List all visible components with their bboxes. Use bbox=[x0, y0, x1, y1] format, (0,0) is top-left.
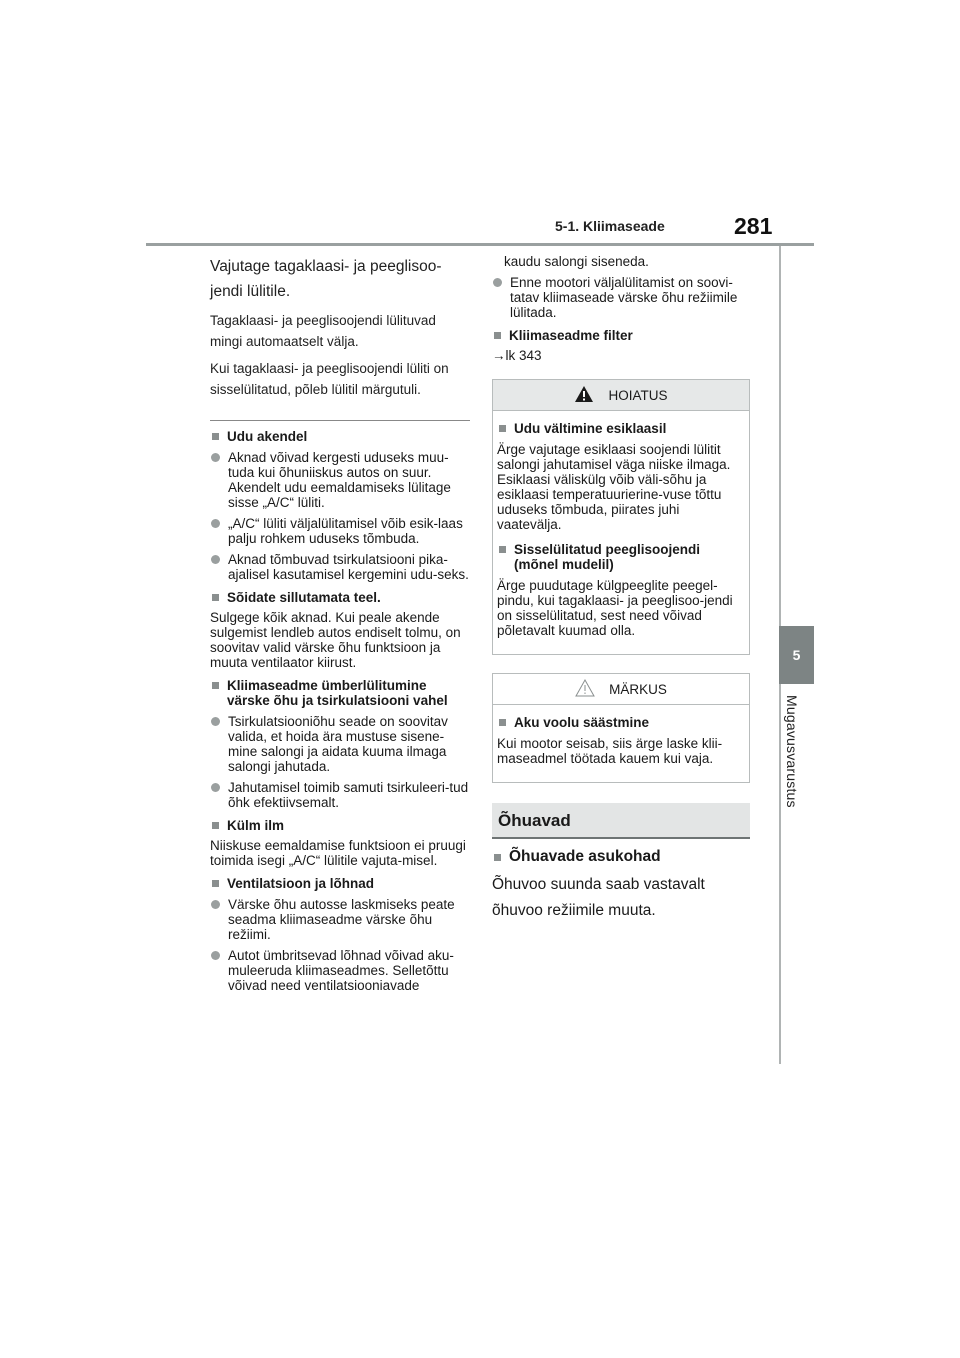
chapter-tab-label: Mugavusvarustus bbox=[784, 695, 800, 808]
warning-subheading: Sisselülitatud peeglisoojendi (mõnel mudelil) bbox=[497, 542, 745, 572]
square-bullet-icon bbox=[212, 594, 219, 601]
paragraph: Niiskuse eemaldamise funktsioon ei pruugi toimida isegi „A/C“ lülitile vajuta-misel. bbox=[210, 838, 466, 868]
subheading-recirculation: Kliimaseadme ümberlülitumine värske õhu ja tsirkulatsiooni vahel bbox=[210, 678, 470, 708]
square-bullet-icon bbox=[212, 682, 219, 689]
subheading-cold-weather: Külm ilm bbox=[210, 818, 470, 833]
square-bullet-icon bbox=[212, 822, 219, 829]
round-bullet-icon bbox=[211, 900, 220, 909]
warning-box bbox=[492, 379, 750, 655]
notice-subheading: Aku voolu säästmine bbox=[497, 715, 745, 730]
subheading-filter: Kliimaseadme filter bbox=[492, 328, 750, 343]
notice-text: Kui mootor seisab, siis ärge laske klii-maseadmel töötada kauem kui vaja. bbox=[497, 736, 723, 766]
warning-header: HOIATUS bbox=[493, 380, 749, 411]
round-bullet-icon bbox=[493, 278, 502, 287]
instruction-lead: Vajutage tagaklaasi- ja peeglisoo-jendi lülitile. bbox=[210, 258, 442, 300]
warning-body bbox=[493, 411, 749, 654]
list-item: Jahutamisel toimib samuti tsirkuleeri-tud õhk efektiivsemalt. bbox=[210, 780, 470, 810]
side-rule-bottom bbox=[779, 684, 781, 1064]
paragraph: Sulgege kõik aknad. Kui peale akende sulgemist lendleb autos endiselt tolmu, on soovitav valid värske õhu funktsioon ja muuta ventilaator kiirust. bbox=[210, 610, 461, 670]
left-column bbox=[210, 254, 470, 997]
list-item: „A/C“ lüliti väljalülitamisel võib esik-laas palju rohkem uduseks tõmbuda. bbox=[210, 516, 470, 546]
square-bullet-icon bbox=[494, 332, 501, 339]
round-bullet-icon bbox=[211, 519, 220, 528]
right-column bbox=[492, 254, 750, 924]
list-item: Autot ümbritsevad lõhnad võivad aku-muleeruda kliimaseadmes. Selletõttu võivad need ventilatsiooniavade bbox=[210, 948, 470, 993]
vents-description: Õhuvoo suunda saab vastavalt õhuvoo režiimile muuta. bbox=[492, 876, 705, 919]
round-bullet-icon bbox=[211, 783, 220, 792]
list-item: Aknad tõmbuvad tsirkulatsiooni pika-ajalisel kasutamisel kergemini udu-seks. bbox=[210, 552, 470, 582]
subheading-fog: Udu akendel bbox=[210, 429, 470, 444]
square-bullet-icon bbox=[494, 854, 501, 861]
instruction-note-1: Tagaklaasi- ja peeglisoojendi lülituvad mingi automaatselt välja. bbox=[210, 313, 436, 349]
page-number: 281 bbox=[734, 213, 773, 239]
notice-body bbox=[493, 705, 749, 782]
warning-triangle-icon bbox=[574, 385, 594, 406]
list-item: Enne mootori väljalülitamist on soovi-tatav kliimaseade värske õhu režiimile lülitada. bbox=[492, 275, 750, 320]
round-bullet-icon bbox=[211, 717, 220, 726]
subheading-unpaved: Sõidate sillutamata teel. bbox=[210, 590, 470, 605]
notice-triangle-icon bbox=[575, 679, 595, 700]
list-item: Tsirkulatsiooniõhu seade on soovitav valida, et hoida ära mustuse sisene-mine salongi ja aidata kuuma ilmaga salongi jahutada. bbox=[210, 714, 470, 774]
warning-text: Ärge vajutage esiklaasi soojendi lülitit salongi jahutamisel väga niiske ilmaga. Esiklaasi väliskülg võib väli-sõhu ja esiklaasi temperatuurierine-vuse tõttu uduseks tõmbuda, piirates juhi vaatevälja. bbox=[497, 442, 731, 532]
header-rule bbox=[146, 243, 814, 246]
instruction-note-2: Kui tagaklaasi- ja peeglisoojendi lüliti on sisselülitatud, põleb lülitil märgutuli. bbox=[210, 361, 449, 397]
page-reference: →lk 343 bbox=[492, 348, 542, 363]
round-bullet-icon bbox=[211, 555, 220, 564]
subheading-vent-locations: Õhuavade asukohad bbox=[492, 849, 750, 864]
chapter-tab: 5 bbox=[779, 626, 814, 684]
chapter-heading: 5-1. Kliimaseade bbox=[555, 218, 665, 234]
square-bullet-icon bbox=[212, 433, 219, 440]
square-bullet-icon bbox=[499, 719, 506, 726]
notice-header: MÄRKUS bbox=[493, 674, 749, 705]
round-bullet-icon bbox=[211, 951, 220, 960]
list-item: Aknad võivad kergesti uduseks muu-tuda kui õhuniiskus autos on suur. Akendelt udu eemaldamiseks lülitage sisse „A/C“ lüliti. bbox=[210, 450, 470, 510]
section-title: Õhuavad bbox=[492, 803, 750, 839]
notice-box bbox=[492, 673, 750, 783]
subheading-ventilation: Ventilatsioon ja lõhnad bbox=[210, 876, 470, 891]
round-bullet-icon bbox=[211, 453, 220, 462]
square-bullet-icon bbox=[212, 880, 219, 887]
continued-text: kaudu salongi siseneda. bbox=[504, 254, 649, 269]
side-rule-top bbox=[779, 246, 781, 626]
warning-subheading: Udu vältimine esiklaasil bbox=[497, 421, 745, 436]
warning-text: Ärge puudutage külgpeeglite peegel-pindu, kui tagaklaasi- ja peeglisoo-jendi on sisselülitatud, sest need võivad põletavalt kuumad olla. bbox=[497, 578, 733, 638]
divider bbox=[210, 420, 470, 421]
square-bullet-icon bbox=[499, 425, 506, 432]
list-item: Värske õhu autosse laskmiseks peate seadma kliimaseadme värske õhu režiimi. bbox=[210, 897, 470, 942]
square-bullet-icon bbox=[499, 546, 506, 553]
